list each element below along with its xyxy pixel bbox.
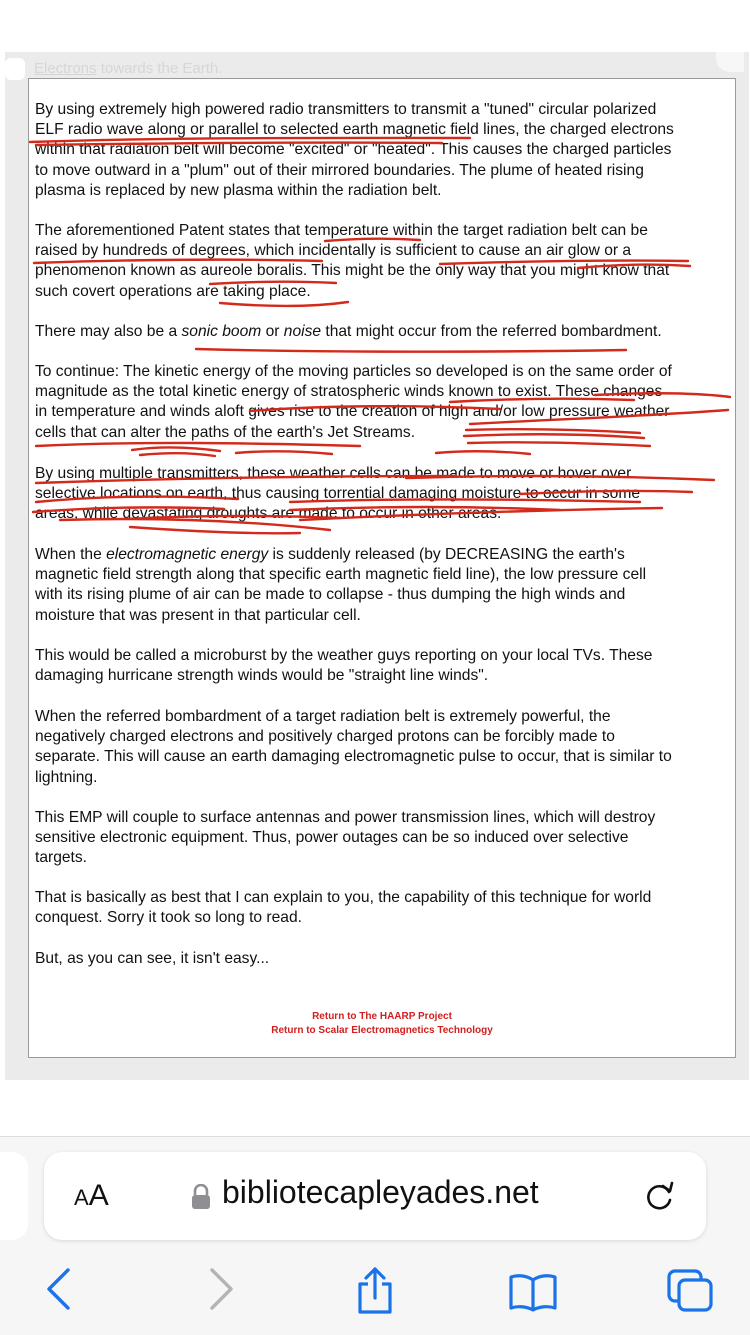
paragraph-4: To continue: The kinetic energy of the moving particles so developed is on the same order of magnitude as the total kinetic energy of stratospheric winds known to exist. These changes in temperature and winds aloft gives rise to the creation of high and/or low pressure weather cells that can alter the paths of the earth's Jet Streams. [35,363,672,441]
reader-text-button[interactable]: AA [74,1179,109,1212]
paragraph-2: The aforementioned Patent states that temperature within the target radiation belt can be raised by hundreds of degrees, which incidentally is sufficient to cause an air glow or a phenomenon known as aureole boralis. This might be the only way that you might know that such covert operations are taking place. [35,222,670,300]
domain-text: bibliotecapleyades.net [222,1174,539,1210]
paragraph-3: There may also be a sonic boom or noise that might occur from the referred bombardment. [35,323,662,340]
paragraph-9: This EMP will couple to surface antennas and power transmission lines, which will destroy sensitive electronic equipment. Thus, power outages can be so induced over selective targets. [35,809,656,867]
link-scalar-electromagnetics[interactable]: Return to Scalar Electromagnetics Technology [271,1025,493,1036]
adjacent-tab-fragment[interactable] [0,1152,28,1240]
paragraph-1: By using extremely high powered radio transmitters to transmit a "tuned" circular polarized ELF radio wave along or parallel to selected earth magnetic field lines, the charged electrons within that radiation belt will become "excited" or "heated". This causes the charged particles to move outward in a "plum" out of their mirrored boundaries. The plume of heated rising plasma is replaced by new plasma within the radiation belt. [35,101,674,199]
paragraph-6: When the electromagnetic energy is suddenly released (by DECREASING the earth's magnetic field strength along that specific earth magnetic field line), the low pressure cell with its rising plume of air can be made to collapse - thus dumping the high winds and moisture that was present in that particular cell. [35,546,647,624]
paragraph-10: That is basically as best that I can explain to you, the capability of this technique for world conquest. Sorry it took so long to read. [35,889,652,927]
share-icon[interactable] [355,1266,395,1316]
previous-section-text: Electrons towards the Earth. [34,60,223,77]
paragraph-8: When the referred bombardment of a target radiation belt is extremely powerful, the negatively charged electrons and positively charged protons can be forcibly made to separate. This will cause an earth damaging electromagnetic pulse to occur, that is similar to lightning. [35,708,672,786]
back-chevron-icon[interactable] [44,1266,74,1312]
previous-link[interactable]: Electrons [34,60,97,77]
paragraph-5: By using multiple transmitters, these weather cells can be made to move or hover over selective locations on earth, thus causing torrential damaging moisture to occur in some areas, while devastating droughts are made to occur in other areas. [35,465,641,523]
reload-icon[interactable] [642,1178,678,1214]
paragraph-11: But, as you can see, it isn't easy... [35,950,270,967]
address-bar[interactable] [44,1152,706,1240]
forward-chevron-icon[interactable] [206,1266,236,1312]
tabs-icon[interactable] [666,1268,716,1314]
return-links [29,1010,735,1038]
paragraph-7: This would be called a microburst by the weather guys reporting on your local TVs. These damaging hurricane strength winds would be "straight line winds". [35,647,653,685]
book-icon[interactable] [508,1272,558,1312]
previous-content-fragment [5,58,25,80]
link-haarp-project[interactable]: Return to The HAARP Project [312,1011,452,1022]
article-content [28,78,736,1058]
lock-icon [190,1184,212,1210]
